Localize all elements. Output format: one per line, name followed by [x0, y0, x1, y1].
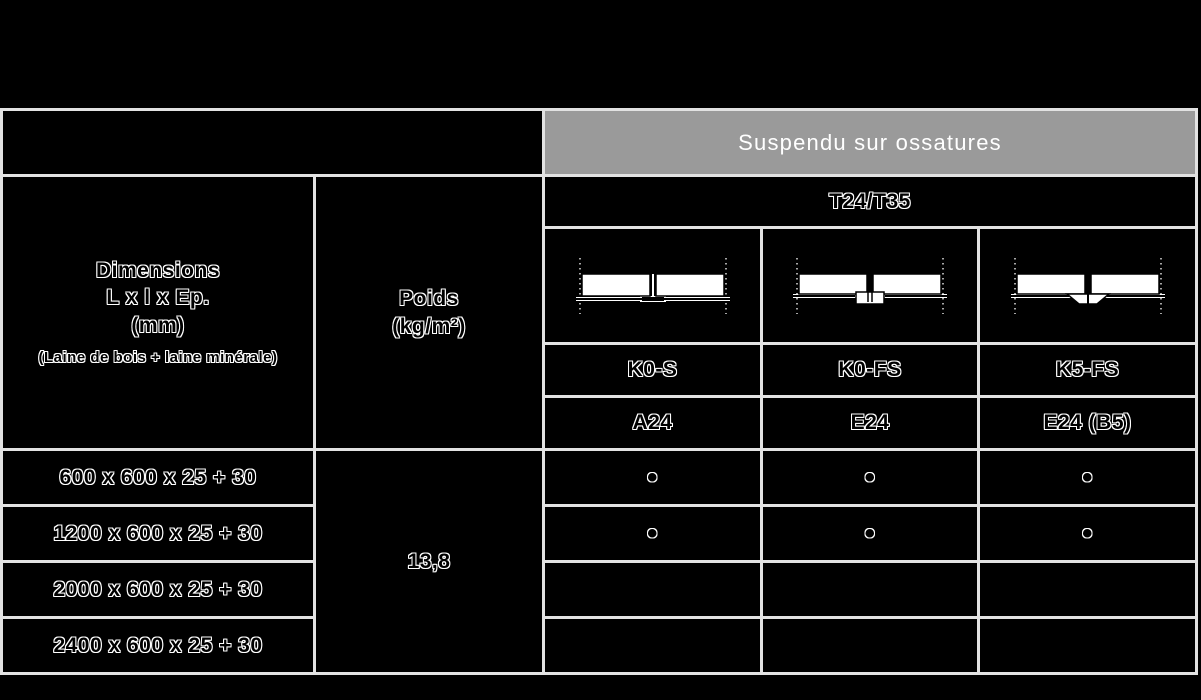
dimension-row-cell	[3, 563, 313, 616]
grid-code-label: A24	[632, 411, 673, 435]
availability-dot: •	[864, 516, 876, 550]
availability-dot: •	[1081, 460, 1093, 494]
edge-code-label: K0-S	[627, 358, 678, 382]
product-spec-table	[0, 108, 1198, 675]
mounting-type-title: Suspendu sur ossatures	[738, 129, 1002, 155]
availability-cell	[545, 507, 760, 560]
edge-code-label: K0-FS	[838, 358, 902, 382]
availability-cell	[545, 563, 760, 616]
availability-cell	[980, 507, 1195, 560]
grid-system-label: T24/T35	[829, 189, 911, 213]
availability-cell	[980, 619, 1195, 672]
edge-code-label: K5-FS	[1055, 358, 1120, 382]
edge-profile-cell-k5fs	[980, 229, 1195, 342]
availability-cell	[980, 451, 1195, 504]
availability-cell	[980, 563, 1195, 616]
availability-cell	[545, 451, 760, 504]
availability-cell	[763, 563, 977, 616]
availability-cell	[763, 507, 977, 560]
edge-code-cell	[763, 345, 977, 395]
availability-dot: •	[1081, 516, 1093, 550]
dimensions-line1: Dimensions	[95, 259, 221, 283]
availability-cell	[545, 619, 760, 672]
chamfered-edge-icon	[1003, 246, 1173, 326]
dimension-value: 1200 x 600 x 25 + 30	[53, 521, 263, 545]
edge-profile-cell-k0fs	[763, 229, 977, 342]
weight-value-cell	[316, 451, 542, 672]
dimension-value: 2000 x 600 x 25 + 30	[53, 577, 263, 601]
availability-dot: •	[646, 460, 658, 494]
empty-corner-cell	[3, 111, 542, 174]
grid-system-cell	[545, 177, 1195, 226]
weight-value: 13,8	[407, 549, 451, 573]
weight-unit: (kg/m²)	[392, 314, 466, 338]
stepped-edge-icon	[785, 246, 955, 326]
mounting-type-header	[545, 111, 1195, 174]
dimension-row-cell	[3, 619, 313, 672]
dimension-row-cell	[3, 451, 313, 504]
weight-header-cell	[316, 177, 542, 448]
grid-code-cell	[980, 398, 1195, 448]
grid-code-cell	[545, 398, 760, 448]
dimension-value: 600 x 600 x 25 + 30	[59, 465, 257, 489]
weight-label: Poids	[399, 287, 459, 311]
dimensions-line2: L x l x Ep.	[106, 286, 210, 310]
edge-code-cell	[545, 345, 760, 395]
grid-code-cell	[763, 398, 977, 448]
edge-profile-cell-k0s	[545, 229, 760, 342]
edge-code-cell	[980, 345, 1195, 395]
availability-cell	[763, 619, 977, 672]
availability-dot: •	[646, 516, 658, 550]
availability-cell	[763, 451, 977, 504]
dimension-value: 2400 x 600 x 25 + 30	[53, 633, 263, 657]
butt-joint-edge-icon	[568, 246, 738, 326]
dimensions-header-cell	[3, 177, 313, 448]
grid-code-label: E24 (B5)	[1043, 411, 1132, 435]
dimensions-line3: (mm)	[131, 313, 185, 337]
dimension-row-cell	[3, 507, 313, 560]
availability-dot: •	[864, 460, 876, 494]
dimensions-note: (Laine de bois + laine minérale)	[38, 349, 278, 367]
grid-code-label: E24	[850, 411, 890, 435]
